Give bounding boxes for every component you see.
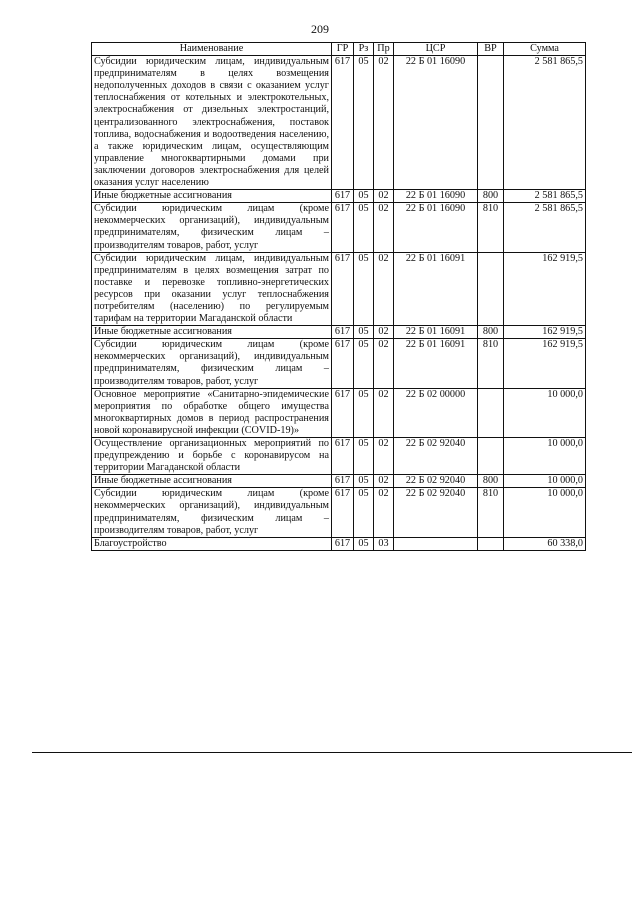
cell-pr: 02 [374,438,394,475]
cell-rz: 05 [354,488,374,537]
cell-rz: 05 [354,388,374,437]
table-row [92,339,586,388]
cell-rz: 05 [354,475,374,488]
cell-gr: 617 [332,190,354,203]
cell-gr: 617 [332,339,354,388]
table-header-row [92,43,586,56]
cell-gr: 617 [332,438,354,475]
header-csr: ЦСР [394,43,478,56]
cell-name: Благоустройство [92,537,332,550]
cell-vr: 810 [478,339,504,388]
cell-vr: 810 [478,488,504,537]
cell-rz: 05 [354,56,374,190]
cell-csr: 22 Б 01 16091 [394,252,478,326]
header-sum: Сумма [504,43,586,56]
cell-gr: 617 [332,203,354,252]
cell-sum: 2 581 865,5 [504,56,586,190]
cell-vr [478,537,504,550]
table-row [92,190,586,203]
table-row [92,475,586,488]
table-row [92,388,586,437]
cell-sum: 2 581 865,5 [504,190,586,203]
cell-sum: 60 338,0 [504,537,586,550]
cell-sum: 162 919,5 [504,252,586,326]
table-row [92,326,586,339]
cell-csr: 22 Б 01 16090 [394,56,478,190]
cell-sum: 10 000,0 [504,488,586,537]
cell-name: Субсидии юридическим лицам, индивидуальным предпринимателям в целях возмещения затрат по поставке и перевозке топливно-энергетических ресурсов при оказании услуг теплоснабжения потребителям (населению) по регулируемым тарифам на территории Магаданской области [92,252,332,326]
cell-sum: 10 000,0 [504,438,586,475]
cell-rz: 05 [354,326,374,339]
cell-vr [478,388,504,437]
cell-sum: 2 581 865,5 [504,203,586,252]
cell-rz: 05 [354,252,374,326]
cell-vr: 800 [478,326,504,339]
cell-sum: 10 000,0 [504,475,586,488]
cell-pr: 02 [374,252,394,326]
cell-rz: 05 [354,339,374,388]
cell-name: Иные бюджетные ассигнования [92,475,332,488]
cell-rz: 05 [354,537,374,550]
cell-csr: 22 Б 02 00000 [394,388,478,437]
cell-name: Субсидии юридическим лицам (кроме некоммерческих организаций), индивидуальным предпринимателям, физическим лицам – производителям товаров, работ, услуг [92,488,332,537]
budget-table [91,42,586,551]
cell-gr: 617 [332,537,354,550]
cell-gr: 617 [332,252,354,326]
footer-divider [32,752,632,753]
cell-name: Субсидии юридическим лицам (кроме некоммерческих организаций), индивидуальным предпринимателям, физическим лицам – производителям товаров, работ, услуг [92,203,332,252]
cell-csr: 22 Б 01 16091 [394,326,478,339]
cell-gr: 617 [332,326,354,339]
cell-pr: 02 [374,203,394,252]
table-row [92,56,586,190]
table-row [92,488,586,537]
cell-vr: 810 [478,203,504,252]
cell-vr [478,438,504,475]
cell-csr: 22 Б 02 92040 [394,438,478,475]
header-vr: ВР [478,43,504,56]
cell-gr: 617 [332,475,354,488]
cell-vr [478,252,504,326]
cell-rz: 05 [354,203,374,252]
cell-rz: 05 [354,190,374,203]
cell-vr: 800 [478,190,504,203]
table-row [92,438,586,475]
cell-csr: 22 Б 01 16090 [394,203,478,252]
cell-pr: 02 [374,339,394,388]
header-pr: Пр [374,43,394,56]
cell-pr: 02 [374,488,394,537]
cell-gr: 617 [332,388,354,437]
cell-pr: 02 [374,475,394,488]
cell-name: Основное мероприятие «Санитарно-эпидемические мероприятия по обработке общего имущества многоквартирных домов в период распространения новой коронавирусной инфекции (COVID-19)» [92,388,332,437]
cell-sum: 10 000,0 [504,388,586,437]
cell-name: Осуществление организационных мероприятий по предупреждению и борьбе с коронавирусом на территории Магаданской области [92,438,332,475]
cell-sum: 162 919,5 [504,339,586,388]
cell-pr: 03 [374,537,394,550]
cell-sum: 162 919,5 [504,326,586,339]
cell-csr: 22 Б 02 92040 [394,475,478,488]
cell-rz: 05 [354,438,374,475]
cell-name: Субсидии юридическим лицам, индивидуальным предпринимателям в целях возмещения недополученных доходов в связи с оказанием услуг теплоснабжения от котельных и электрокотельных, электроснабжения от дизельных электростанций, централизованного электроснабжения, поставок топлива, водоснабжения и водоотведения населению, а также юридическим лицам, осуществляющим управление многоквартирными домами при заключении договоров электроснабжения для целей оказания услуг населению [92,56,332,190]
table-row [92,203,586,252]
cell-gr: 617 [332,56,354,190]
table-row [92,537,586,550]
cell-pr: 02 [374,388,394,437]
cell-name: Субсидии юридическим лицам (кроме некоммерческих организаций), индивидуальным предпринимателям, физическим лицам – производителям товаров, работ, услуг [92,339,332,388]
page-number: 209 [311,22,329,36]
cell-csr: 22 Б 01 16091 [394,339,478,388]
table-row [92,252,586,326]
cell-pr: 02 [374,326,394,339]
header-name: Наименование [92,43,332,56]
cell-csr: 22 Б 02 92040 [394,488,478,537]
cell-name: Иные бюджетные ассигнования [92,190,332,203]
cell-csr: 22 Б 01 16090 [394,190,478,203]
cell-pr: 02 [374,56,394,190]
header-gr: ГР [332,43,354,56]
cell-gr: 617 [332,488,354,537]
cell-vr: 800 [478,475,504,488]
cell-vr [478,56,504,190]
header-rz: Рз [354,43,374,56]
cell-pr: 02 [374,190,394,203]
cell-csr [394,537,478,550]
cell-name: Иные бюджетные ассигнования [92,326,332,339]
